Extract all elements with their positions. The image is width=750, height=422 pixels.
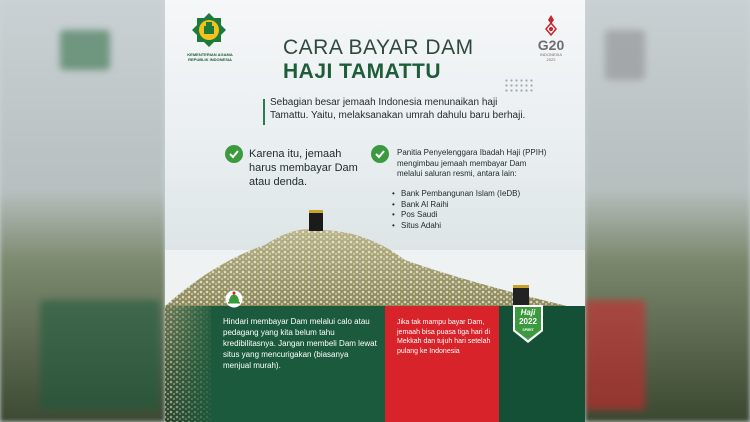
list-item: • Bank Pembangunan Islam (IeDB) (401, 189, 520, 200)
list-item: • Pos Saudi (401, 210, 520, 221)
intro-text: Sebagian besar jemaah Indonesia menunaikan haji Tamattu. Yaitu, melaksanakan umrah dahulu baru berhaji. (270, 97, 526, 121)
background-left-blur (0, 0, 165, 422)
point-text-1: Karena itu, jemaah harus membayar Dam atau denda. (249, 148, 358, 188)
check-icon (371, 145, 389, 163)
warning-text: Hindari membayar Dam melalui calo atau pedagang yang kita belum tahu kredibilitasnya. Jangan membeli Dam lewat situs yang mencurigakan (biasanya menjual murah). (223, 317, 377, 370)
bank-list (401, 189, 520, 231)
list-item: • Bank Al Raihi (401, 200, 520, 211)
infographic-card (165, 0, 585, 422)
haji-2022-badge: Haji 2022 SPIRIT (511, 303, 545, 345)
point-text-2: Panitia Penyelenggara Ibadah Haji (PPIH) mengimbau jemaah membayar Dam melalui saluran resmi, antara lain: (397, 148, 547, 178)
jabal-rahmah-monument (309, 210, 323, 231)
green-box-fade (165, 306, 211, 422)
intro-accent-bar (263, 99, 265, 125)
page-title-line1: CARA BAYAR DAM (283, 36, 474, 59)
list-item: • Situs Adahi (401, 221, 520, 232)
kemenag-logo-icon (191, 12, 227, 48)
bell-icon (225, 290, 243, 308)
g20-logo-icon: G20 INDONESIA 2022 (531, 12, 571, 72)
ministry-name: KEMENTERIAN AGAMA REPUBLIK INDONESIA (187, 52, 233, 62)
page-title-line2: HAJI TAMATTU (283, 60, 442, 83)
alternative-text: Jika tak mampu bayar Dam, jemaah bisa puasa tiga hari di Mekkah dan tujuh hari setelah pulang ke Indonesia (397, 319, 491, 355)
background-right-blur (585, 0, 750, 422)
dot-pattern-decoration (504, 78, 534, 94)
check-icon (225, 145, 243, 163)
